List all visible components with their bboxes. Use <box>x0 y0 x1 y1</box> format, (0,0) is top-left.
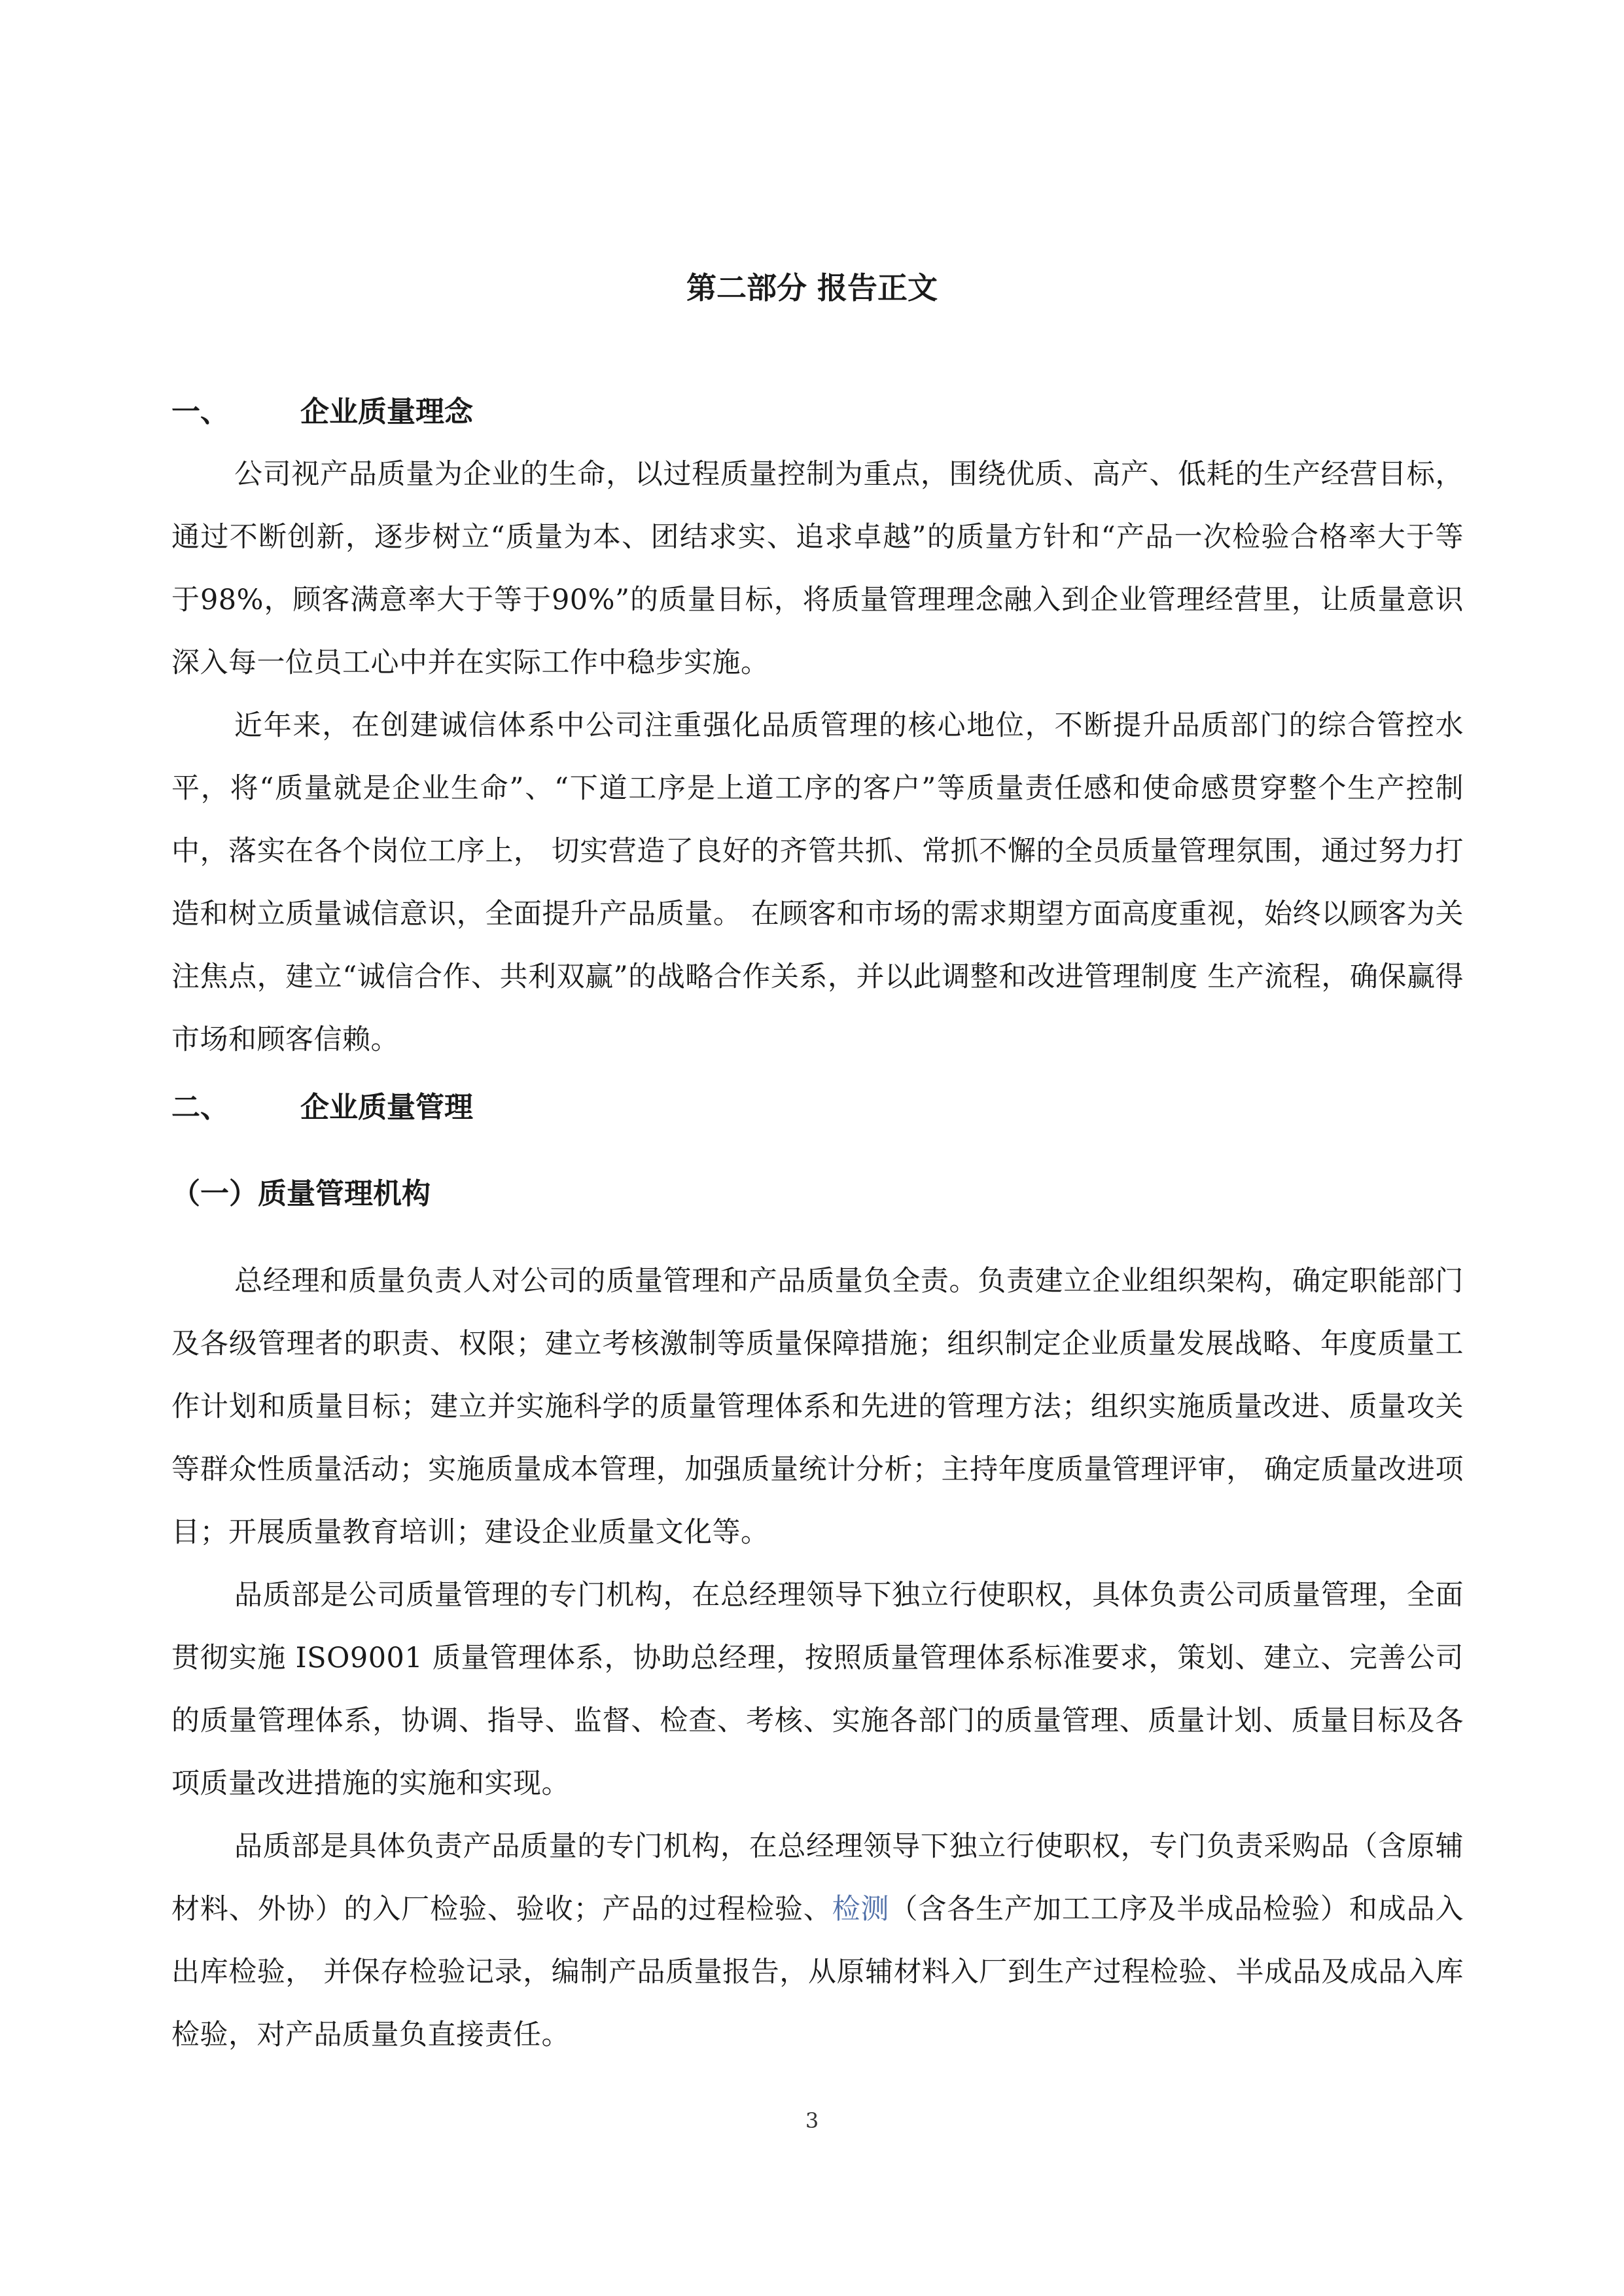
page-title: 第二部分 报告正文 <box>686 270 938 306</box>
paragraph-text: （含各生产加工工序及半成品检验）和成品入出库检验， 并保存检验记录，编制产品质量报告，从原辅材料入厂到生产过程检验、半成品及成品入库检验，对产品质量负直接责任。 <box>171 1893 1464 2051</box>
section-title: 企业质量理念 <box>300 395 473 429</box>
section-heading-1 <box>171 389 473 435</box>
subsection-heading: （一）质量管理机构 <box>171 1177 431 1210</box>
section-title: 企业质量管理 <box>300 1091 473 1124</box>
paragraph-quality-philosophy: 公司视产品质量为企业的生命，以过程质量控制为重点，围绕优质、高产、低耗的生产经营目标，通过不断创新，逐步树立“质量为本、团结求实、追求卓越”的质量方针和“产品一次检验合格率大于等于98%，顾客满意率大于等于90%”的质量目标，将质量管理理念融入到企业管理经营里，让质量意识深入每一位员工心中并在实际工作中稳步实施。 <box>171 458 1464 679</box>
section-heading-2 <box>171 1085 473 1131</box>
paragraph-general-manager: 总经理和质量负责人对公司的质量管理和产品质量负全责。负责建立企业组织架构，确定职能部门及各级管理者的职责、权限；建立考核激制等质量保障措施；组织制定企业质量发展战略、年度质量工作计划和质量目标；建立并实施科学的质量管理体系和先进的管理方法；组织实施质量改进、质量攻关等群众性质量活动；实施质量成本管理，加强质量统计分析；主持年度质量管理评审， 确定质量改进项目；开展质量教育培训；建设企业质量文化等。 <box>171 1265 1464 1549</box>
section-number: 二、 <box>171 1091 229 1124</box>
paragraph-inspection <box>171 1815 1464 2066</box>
paragraph-text: 品质部是具体负责产品质量的专门机构，在总经理领导下独立行使职权，专门负责采购品（含原辅材料、外协）的入厂检验、验收；产品的过程检验、 <box>171 1830 1464 1926</box>
inspection-link[interactable]: 检测 <box>832 1893 890 1926</box>
paragraph-quality-department: 品质部是公司质量管理的专门机构，在总经理领导下独立行使职权，具体负责公司质量管理，全面贯彻实施 ISO9001 质量管理体系，协助总经理，按照质量管理体系标准要求，策划、建立、完善公司的质量管理体系，协调、指导、监督、检查、考核、实施各部门的质量管理、质量计划、质量目标及各项质量改进措施的实施和实现。 <box>171 1579 1464 1800</box>
section-number: 一、 <box>171 395 229 429</box>
page-number: 3 <box>805 2108 819 2133</box>
paragraph-integrity-system: 近年来，在创建诚信体系中公司注重强化品质管理的核心地位，不断提升品质部门的综合管控水平，将“质量就是企业生命”、“下道工序是上道工序的客户”等质量责任感和使命感贯穿整个生产控制中，落实在各个岗位工序上， 切实营造了良好的齐管共抓、常抓不懈的全员质量管理氛围，通过努力打造和树立质量诚信意识，全面提升产品质量。 在顾客和市场的需求期望方面高度重视，始终以顾客为关注焦点，建立“诚信合作、共利双赢”的战略合作关系，并以此调整和改进管理制度 生产流程，确保赢得市场和顾客信赖。 <box>171 709 1464 1056</box>
